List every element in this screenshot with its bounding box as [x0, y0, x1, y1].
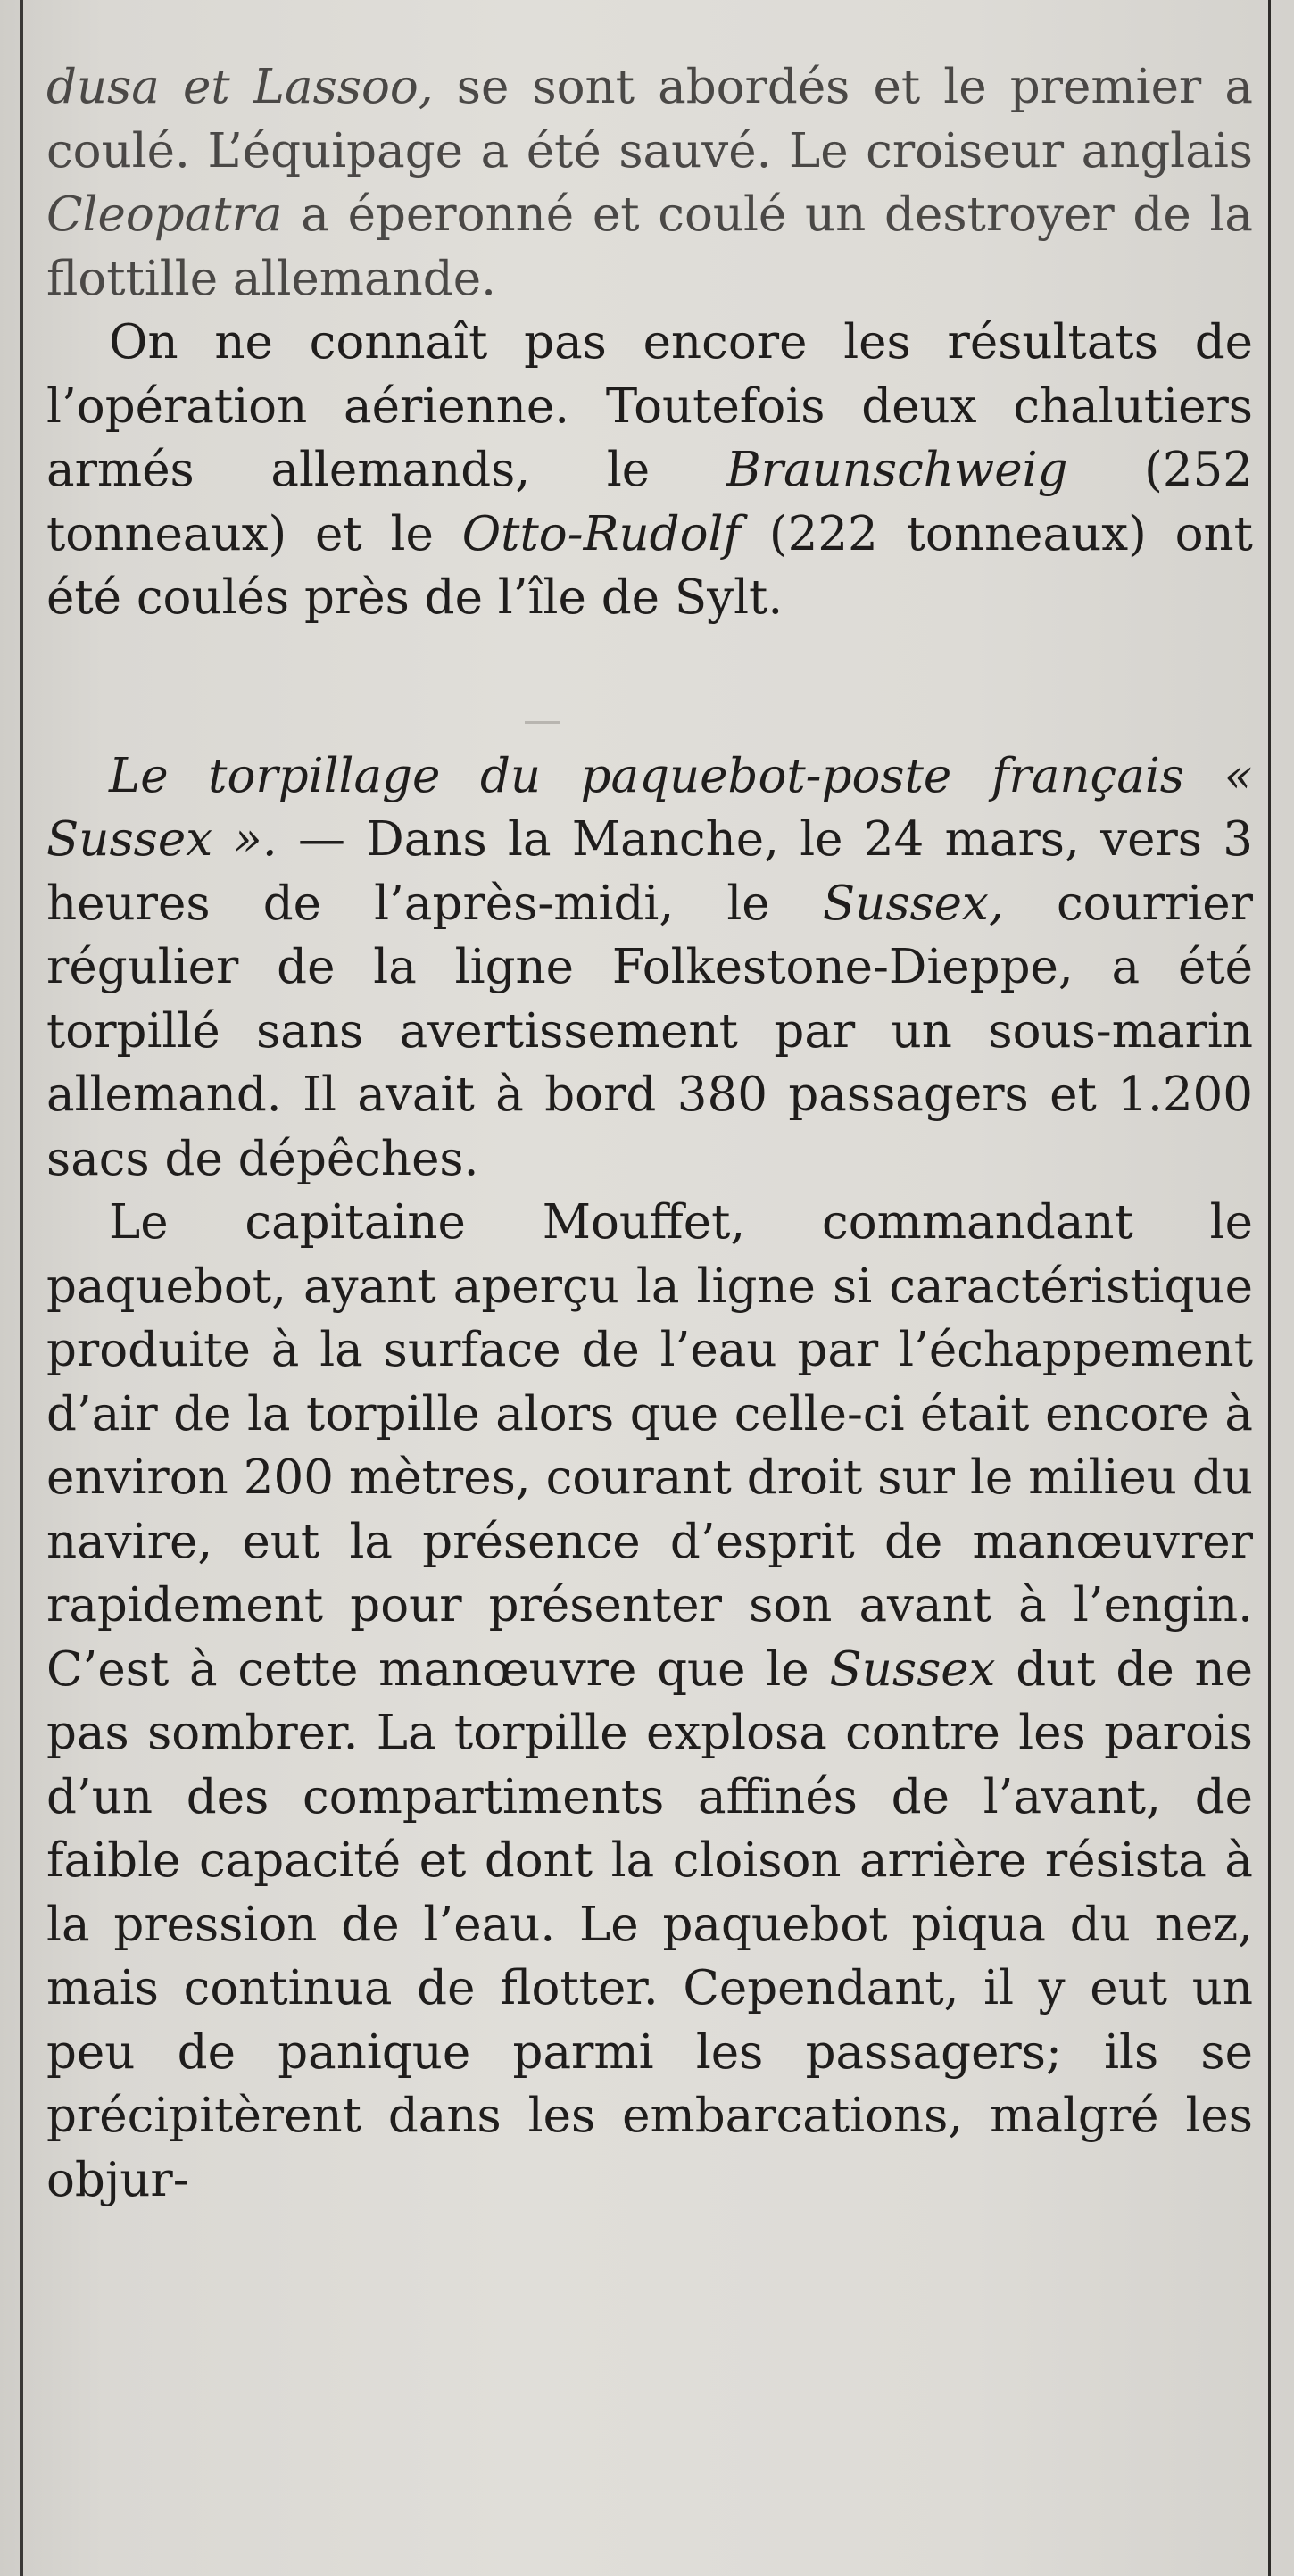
right-column-rule — [1268, 0, 1271, 2576]
text-run: On ne connaît pas encore les résultats de l’opération aérienne. Toutefois deux chalutiers armés allemands, le — [46, 315, 1253, 497]
italic-run: Sussex, — [822, 876, 1004, 931]
text-run: Le capitaine Mouffet, commandant le paquebot, ayant aperçu la ligne si caractéristique produite à la surface de l’eau par l’échappement d’air de la torpille alors que celle-ci était encore à environ 200 mètres, courant droit sur le milieu du navire, eut la présence d’esprit de manœuvrer rapidement pour présenter son avant à l’engin. C’est à cette manœuvre que le — [46, 1195, 1253, 1697]
paragraph-captain-mouffet — [46, 1191, 1253, 2212]
article-column — [46, 55, 1253, 2212]
italic-run: Cleopatra — [46, 187, 283, 242]
italic-run: Braunschweig — [726, 443, 1068, 497]
paragraph-naval-collision — [46, 55, 1253, 311]
left-column-rule — [20, 0, 23, 2576]
section-gap — [46, 630, 1253, 744]
text-run: a éperonné et coulé un destroyer de la flottille allemande. — [46, 187, 1253, 306]
paragraph-sussex-torpedoing — [46, 744, 1253, 1192]
text-run: se sont abordés et le premier a coulé. L’équipage a été sauvé. Le croiseur anglais — [46, 60, 1253, 179]
italic-run: Otto-Rudolf — [461, 506, 742, 561]
italic-run: dusa et Lassoo, — [46, 60, 434, 114]
text-run: courrier régulier de la ligne Folkestone-Dieppe, a été torpillé sans avertissement par un sous-marin allemand. Il avait à bord 380 passagers et 1.200 sacs de dépêches. — [46, 876, 1254, 1186]
italic-run: Le torpillage du paquebot-poste français « Sussex ». — [46, 748, 1253, 867]
paragraph-air-operation — [46, 311, 1253, 630]
text-run: dut de ne pas sombrer. La torpille explosa contre les parois d’un des compartiments affinés de l’avant, de faible capacité et dont la cloison arrière résista à la pression de l’eau. Le paquebot piqua du nez, mais continua de flotter. Cependant, il y eut un peu de panique parmi les passagers; ils se précipitèrent dans les embarcations, malgré les objur- — [46, 1641, 1253, 2207]
text-run: — Dans la Manche, le 24 mars, vers 3 heures de l’après-midi, le — [46, 812, 1254, 931]
text-run: (222 tonneaux) ont été coulés près de l’île de Sylt. — [46, 506, 1253, 625]
text-run: (252 tonneaux) et le — [46, 443, 1253, 561]
italic-run: Sussex — [829, 1641, 996, 1697]
